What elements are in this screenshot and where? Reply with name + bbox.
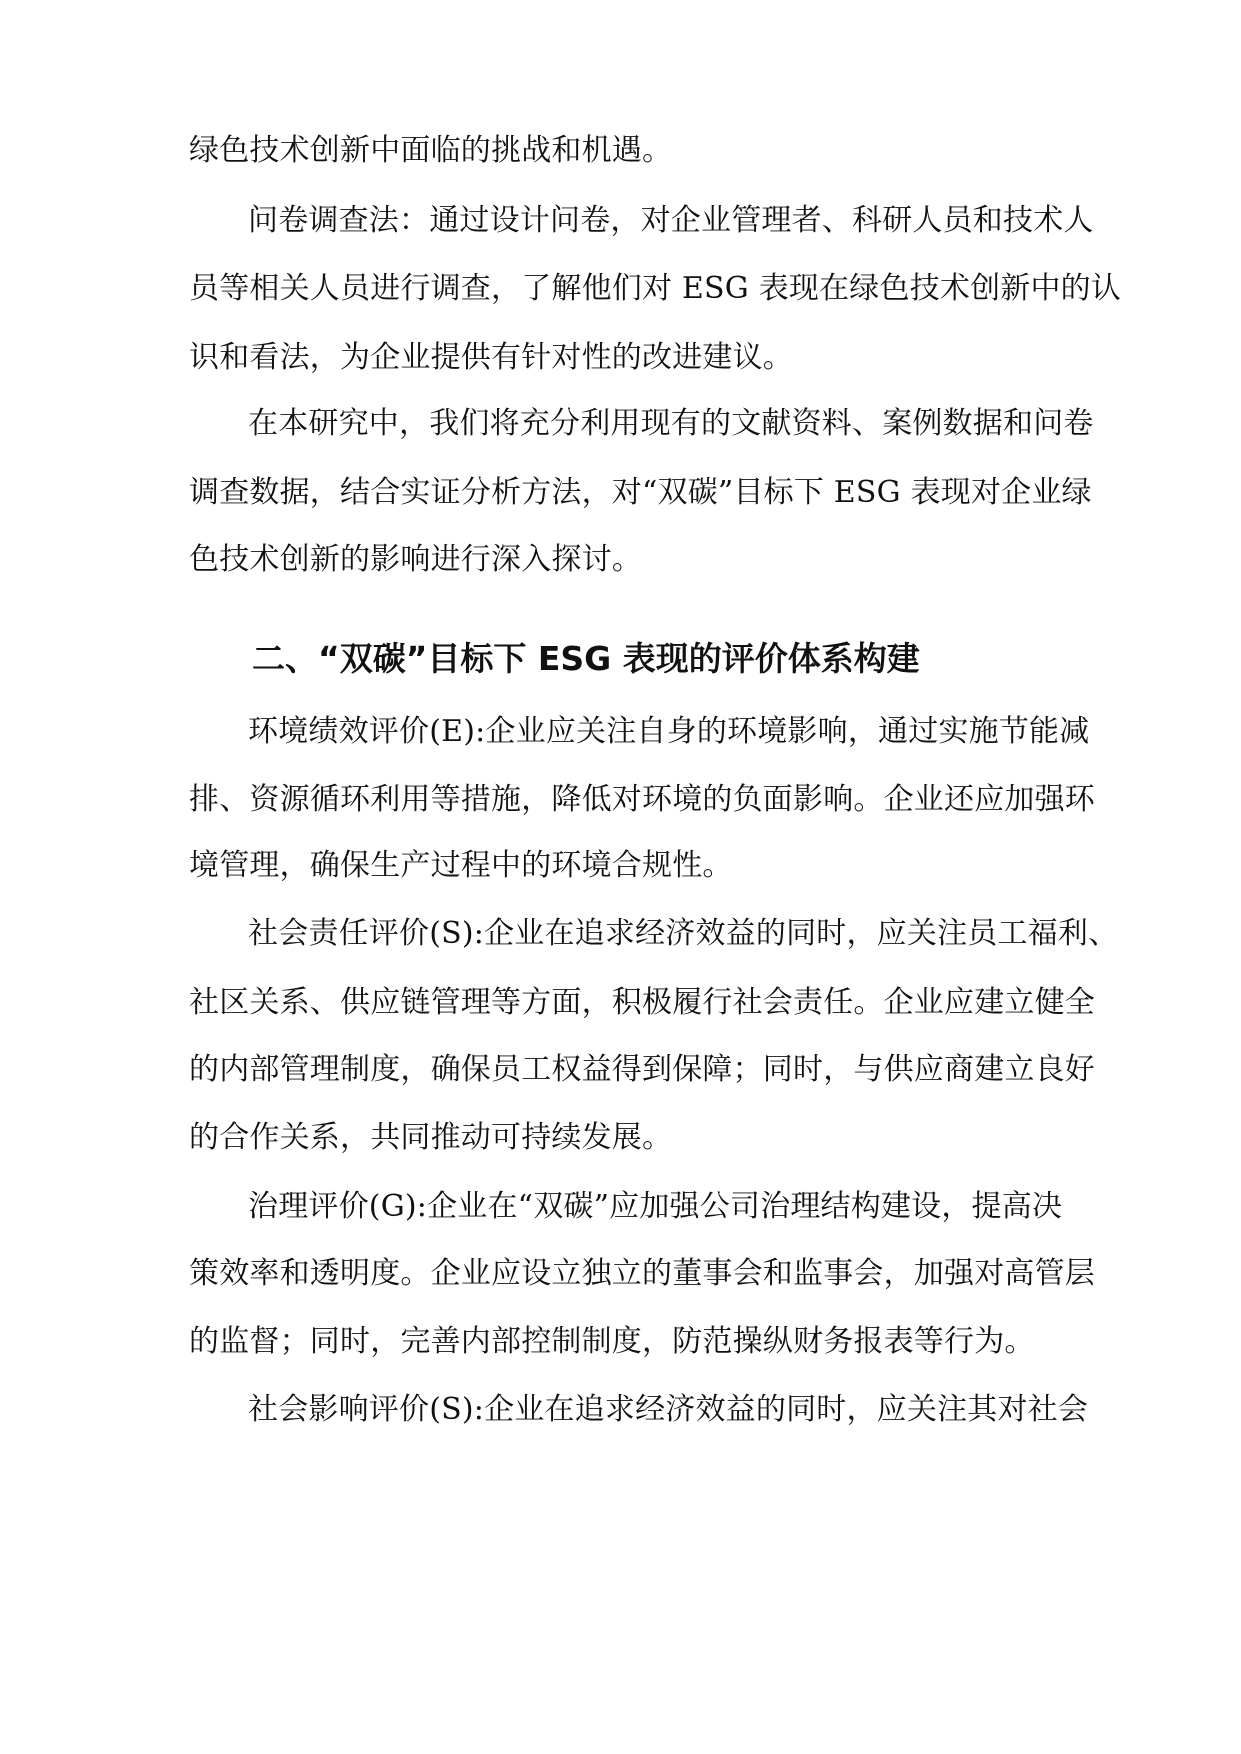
paragraph-line: 的内部管理制度，确保员工权益得到保障；同时，与供应商建立良好 bbox=[189, 1052, 1095, 1087]
paragraph-line: 员等相关人员进行调查，了解他们对 ESG 表现在绿色技术创新中的认 bbox=[189, 271, 1122, 306]
section-heading: 二、“双碳”目标下 ESG 表现的评价体系构建 bbox=[252, 639, 920, 678]
paragraph-line: 调查数据，结合实证分析方法，对“双碳”目标下 ESG 表现对企业绿 bbox=[189, 475, 1092, 510]
paragraph-line: 绿色技术创新中面临的挑战和机遇。 bbox=[189, 133, 673, 168]
paragraph-line: 问卷调查法：通过设计问卷，对企业管理者、科研人员和技术人 bbox=[248, 203, 1094, 238]
paragraph-line: 在本研究中，我们将充分利用现有的文献资料、案例数据和问卷 bbox=[248, 406, 1094, 441]
paragraph-line: 的合作关系，共同推动可持续发展。 bbox=[189, 1120, 673, 1155]
paragraph-line: 社会责任评价(S):企业在追求经济效益的同时，应关注员工福利、 bbox=[248, 916, 1119, 951]
paragraph-line: 环境绩效评价(E):企业应关注自身的环境影响，通过实施节能减 bbox=[248, 714, 1090, 749]
paragraph-line: 社区关系、供应链管理等方面，积极履行社会责任。企业应建立健全 bbox=[189, 985, 1095, 1020]
paragraph-line: 色技术创新的影响进行深入探讨。 bbox=[189, 542, 642, 577]
paragraph-line: 的监督；同时，完善内部控制制度，防范操纵财务报表等行为。 bbox=[189, 1324, 1035, 1359]
paragraph-line: 治理评价(G):企业在“双碳”应加强公司治理结构建设，提高决 bbox=[248, 1189, 1063, 1224]
paragraph-line: 策效率和透明度。企业应设立独立的董事会和监事会，加强对高管层 bbox=[189, 1256, 1095, 1291]
paragraph-line: 境管理，确保生产过程中的环境合规性。 bbox=[189, 848, 733, 883]
paragraph-line: 识和看法，为企业提供有针对性的改进建议。 bbox=[189, 340, 793, 375]
paragraph-line: 排、资源循环利用等措施，降低对环境的负面影响。企业还应加强环 bbox=[189, 782, 1095, 817]
paragraph-line: 社会影响评价(S):企业在追求经济效益的同时，应关注其对社会 bbox=[248, 1392, 1089, 1427]
